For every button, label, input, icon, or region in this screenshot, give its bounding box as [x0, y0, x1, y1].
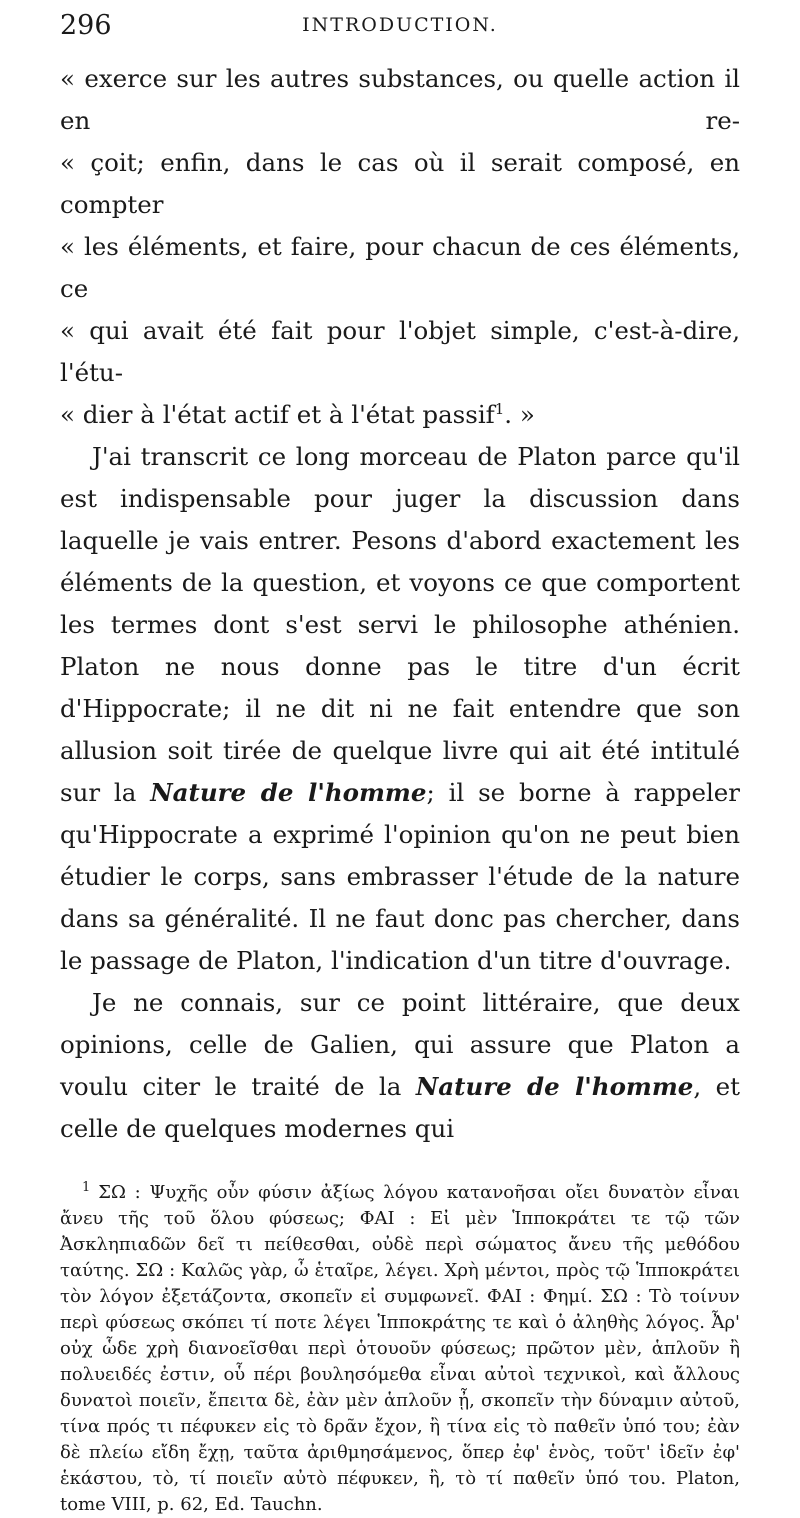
footnote-number: 1: [82, 1180, 91, 1195]
main-text: [60, 58, 740, 1150]
work-title: Nature de l'homme: [150, 778, 427, 807]
running-title: INTRODUCTION.: [302, 14, 498, 36]
quote-line-last: [60, 394, 740, 436]
paragraph-text: ; il se borne à rappeler qu'Hippocrate a exprimé l'opinion qu'on ne peut bien étudier le corps, sans embrasser l'étude de la nature dans sa généralité. Il ne faut donc pas chercher, dans le passage de Platon, l'indication d'un titre d'ouvrage.: [60, 778, 740, 975]
quote-end: . »: [504, 400, 535, 429]
footnote-reference[interactable]: 1: [494, 399, 505, 418]
work-title: Nature de l'homme: [415, 1072, 694, 1101]
quote-text: « dier à l'état actif et à l'état passif: [60, 400, 495, 429]
page-header: [60, 0, 740, 58]
quote-line: « exerce sur les autres substances, ou quelle action il en re-: [60, 64, 740, 135]
paragraph-text: , et celle de quelques modernes qui: [60, 1072, 740, 1143]
quote-line: « les éléments, et faire, pour chacun de ces éléments, ce: [60, 232, 740, 303]
footnote-greek-text: ΣΩ : Ψυχῆς οὖν φύσιν ἀξίως λόγου κατανοῆσαι οἴει δυνατὸν εἶναι ἄνευ τῆς τοῦ ὅλου φύσεως; ΦΑΙ : Εἰ μὲν Ἱπποκράτει τε τῷ τῶν Ἀσκληπιαδῶν δεῖ τι πείθεσθαι, οὐδὲ περὶ σώματος ἄνευ τῆς μεθόδου ταύτης. ΣΩ : Καλῶς γὰρ, ὦ ἑταῖρε, λέγει. Χρὴ μέντοι, πρὸς τῷ Ἱπποκράτει τὸν λόγον ἐξετάζοντα, σκοπεῖν εἰ συμφωνεῖ. ΦΑΙ : Φημί. ΣΩ : Τὸ τοίνυν περὶ φύσεως σκόπει τί ποτε λέγει Ἱπποκράτης τε καὶ ὁ ἀληθὴς λόγος. Ἆρ' οὐχ ὧδε χρὴ διανοεῖσθαι περὶ ὁτουοῦν φύσεως; πρῶτον μὲν, ἁπλοῦν ἢ πολυειδές ἐστιν, οὗ πέρι βουλησόμεθα εἶναι αὐτοὶ τεχνικοὶ, καὶ ἄλλους δυνατοὶ ποιεῖν, ἔπειτα δὲ, ἐὰν μὲν ἁπλοῦν ᾖ, σκοπεῖν τὴν δύναμιν αὐτοῦ, τίνα πρός τι πέφυκεν εἰς τὸ δρᾶν ἔχον, ἢ τίνα εἰς τὸ παθεῖν ὑπό του; ἐὰν δὲ πλείω εἴδη ἔχῃ, ταῦτα ἀριθμησάμενος, ὅπερ ἐφ' ἑνὸς, τοῦτ' ἰδεῖν ἐφ' ἑκάστου, τὸ, τί ποιεῖν αὐτὸ πέφυκεν, ἢ, τὸ τί παθεῖν ὑπό του.: [60, 1182, 740, 1489]
footnote-citation: Platon, tome VIII, p. 62, Ed. Tauchn.: [60, 1468, 740, 1515]
paragraph-platon: [60, 436, 740, 982]
quote-line: « çoit; enfin, dans le cas où il serait composé, en compter: [60, 148, 740, 219]
page-number: 296: [60, 10, 112, 41]
quote-line: « qui avait été fait pour l'objet simple, c'est-à-dire, l'étu-: [60, 316, 740, 387]
paragraph-text: Je ne connais, sur ce point littéraire, que deux opinions, celle de Galien, qui assure que Platon a voulu citer le traité de la: [60, 988, 740, 1101]
paragraph-opinions: [60, 982, 740, 1150]
footnote: [60, 1180, 740, 1518]
paragraph-text: J'ai transcrit ce long morceau de Platon parce qu'il est indispensable pour juger la discussion dans laquelle je vais entrer. Pesons d'abord exactement les éléments de la question, et voyons ce que comportent les termes dont s'est servi le philosophe athénien. Platon ne nous donne pas le titre d'un écrit d'Hippocrate; il ne dit ni ne fait entendre que son allusion soit tirée de quelque livre qui ait été intitulé sur la: [60, 442, 740, 807]
